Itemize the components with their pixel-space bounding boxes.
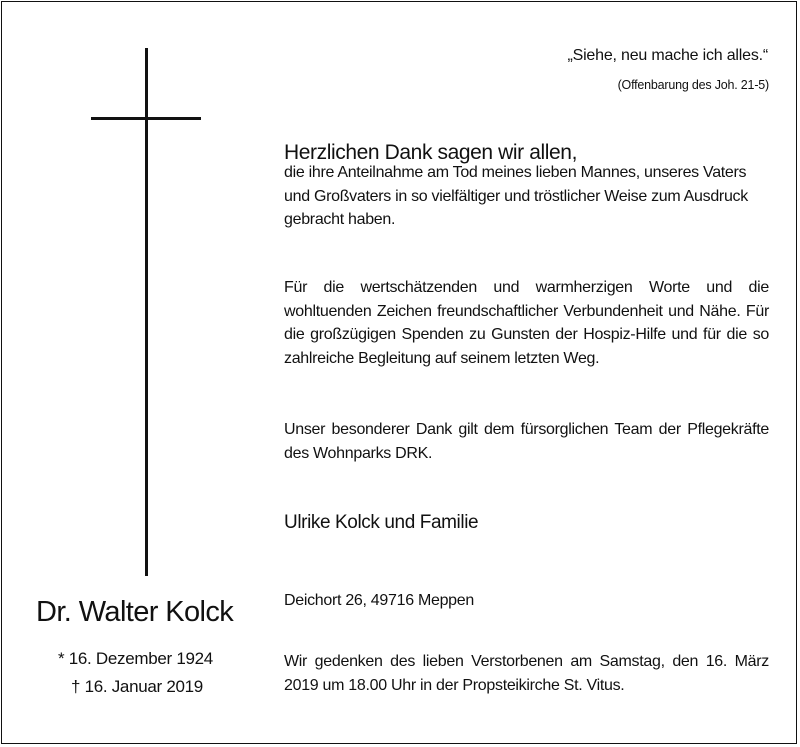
memorial-service-note: Wir gedenken des lieben Verstorbenen am Samstag, den 16. März 2019 um 18.00 Uhr in der Propsteikirche St. Vitus. [284, 653, 769, 694]
bible-quote-reference: (Offenbarung des Joh. 21-5) [617, 78, 769, 92]
birth-date: * 16. Dezember 1924 [58, 649, 213, 668]
paragraph-sympathy: die ihre Anteilnahme am Tod meines lieben Mannes, unseres Vaters und Großvaters in so vielfältiger und tröstlicher Weise zum Ausdruck gebracht haben. [284, 164, 748, 228]
thank-you-heading: Herzlichen Dank sagen wir allen, [284, 141, 578, 164]
paragraph-words-and-donations: Für die wertschätzenden und warmherzigen Worte und die wohltuenden Zeichen freundschaftlicher Verbundenheit und Nähe. Für die großzügigen Spenden zu Gunsten der Hospiz-Hilfe und für die so zahlreiche Begleitung auf seinem letzten Weg. [284, 279, 769, 367]
notice-frame [1, 1, 797, 744]
bible-quote: „Siehe, neu mache ich alles.“ [567, 47, 768, 64]
paragraph-special-thanks: Unser besonderer Dank gilt dem fürsorglichen Team der Pflegekräfte des Wohnparks DRK. [284, 421, 769, 462]
family-signature: Ulrike Kolck und Familie [284, 512, 479, 533]
death-date: † 16. Januar 2019 [71, 677, 203, 696]
family-address: Deichort 26, 49716 Meppen [284, 592, 474, 609]
deceased-name: Dr. Walter Kolck [36, 596, 234, 628]
cross-vertical-bar [145, 48, 148, 576]
cross-horizontal-bar [91, 117, 201, 120]
